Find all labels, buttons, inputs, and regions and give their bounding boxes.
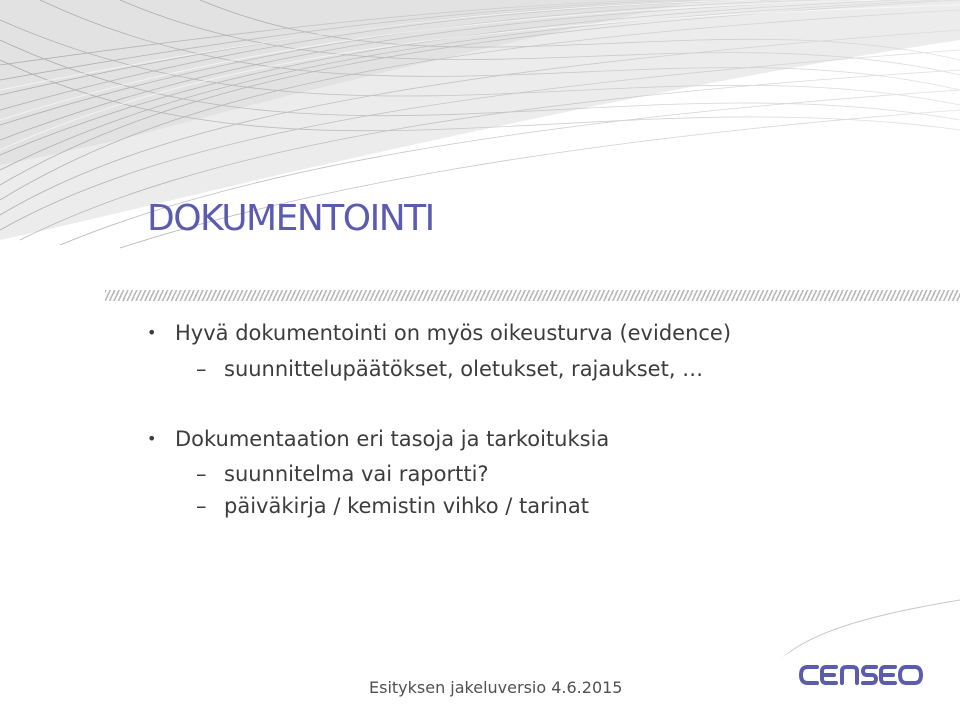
dash-marker: – bbox=[196, 462, 207, 486]
sub-bullet-text: suunnittelupäätökset, oletukset, rajaukset, … bbox=[224, 357, 704, 381]
sub-bullet-item bbox=[196, 494, 589, 518]
sub-bullet-item bbox=[196, 462, 489, 486]
sub-bullet-text: päiväkirja / kemistin vihko / tarinat bbox=[224, 494, 589, 518]
sub-bullet-text: suunnitelma vai raportti? bbox=[224, 462, 489, 486]
bullet-item bbox=[147, 321, 731, 345]
dash-marker: – bbox=[196, 357, 207, 381]
bullet-text: Dokumentaation eri tasoja ja tarkoituksia bbox=[175, 427, 610, 451]
slide-title: DOKUMENTOINTI bbox=[147, 198, 434, 239]
censeo-logo bbox=[798, 662, 924, 688]
sub-bullet-item bbox=[196, 357, 703, 381]
bullet-item bbox=[147, 427, 609, 451]
bullet-marker: • bbox=[147, 429, 157, 448]
dash-marker: – bbox=[196, 494, 207, 518]
hatched-divider bbox=[105, 290, 960, 301]
footer-text: Esityksen jakeluversio 4.6.2015 bbox=[369, 678, 623, 697]
bullet-marker: • bbox=[147, 323, 157, 342]
bullet-text: Hyvä dokumentointi on myös oikeusturva (evidence) bbox=[175, 321, 732, 345]
